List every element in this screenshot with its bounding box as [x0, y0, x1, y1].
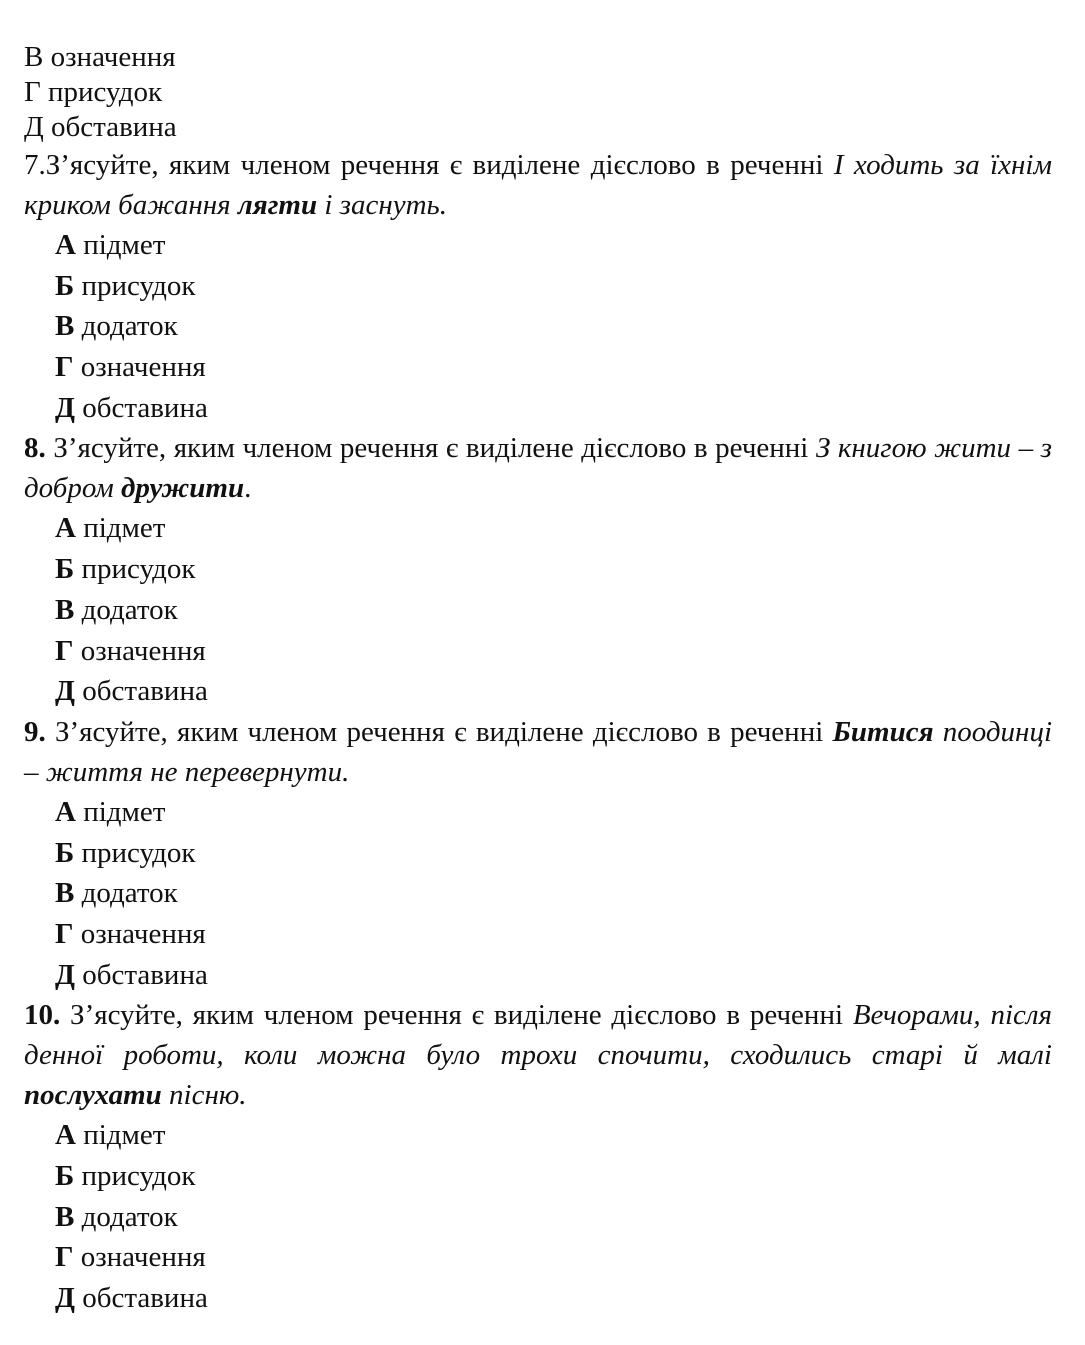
option-letter: Д	[55, 675, 75, 708]
option-v[interactable]	[55, 590, 1052, 631]
option-letter: Д	[55, 958, 75, 991]
option-text: додаток	[81, 877, 178, 910]
question-prompt: З’ясуйте, яким членом речення є виділене дієслово в реченні	[45, 432, 816, 465]
option-letter: Б	[55, 553, 75, 586]
option-g[interactable]	[55, 1237, 1052, 1278]
answer-options-8	[55, 508, 1052, 711]
option-text: означення	[50, 41, 176, 73]
option-a[interactable]	[55, 508, 1052, 549]
option-text: додаток	[81, 310, 178, 343]
option-text: підмет	[83, 512, 166, 545]
option-text: присудок	[48, 76, 163, 108]
option-letter: В	[24, 41, 44, 73]
option-letter: Д	[55, 391, 75, 424]
option-letter: Г	[55, 634, 74, 667]
option-d[interactable]	[55, 671, 1052, 712]
option-letter: Г	[24, 76, 41, 108]
option-text: обставина	[82, 391, 208, 424]
option-text: додаток	[81, 593, 178, 626]
option-letter: В	[55, 593, 75, 626]
option-letter: Г	[55, 917, 74, 950]
example-sentence-start: З книгою жити – з добром	[24, 432, 1052, 505]
option-letter: В	[55, 877, 75, 910]
option-d[interactable]	[55, 1278, 1052, 1319]
example-sentence-end: пісню.	[161, 1079, 247, 1112]
example-sentence-end: і заснуть	[317, 189, 440, 221]
highlighted-verb: лягти	[237, 189, 318, 221]
highlighted-verb: послухати	[24, 1079, 162, 1112]
option-g[interactable]	[55, 347, 1052, 388]
option-text: присудок	[81, 553, 196, 586]
option-letter: В	[55, 310, 75, 343]
option-b[interactable]	[55, 549, 1052, 590]
option-letter: А	[55, 795, 76, 828]
question-prompt: З’ясуйте, яким членом речення є виділене дієслово в реченні	[45, 149, 834, 181]
option-b[interactable]	[55, 266, 1052, 307]
prev-option-d	[24, 110, 1052, 145]
option-letter: Б	[55, 836, 75, 869]
option-text: підмет	[83, 1119, 166, 1152]
example-sentence-end: поодинці – життя не перевернути.	[24, 715, 1052, 788]
option-v[interactable]	[55, 873, 1052, 914]
question-end-mark: .	[439, 189, 447, 221]
example-sentence-start: І ходить за їхнім криком бажання	[24, 149, 1052, 221]
option-text: підмет	[83, 229, 166, 261]
option-text: означення	[80, 917, 206, 950]
question-end-mark: .	[244, 472, 252, 505]
option-b[interactable]	[55, 1156, 1052, 1197]
question-number: 7.	[24, 149, 46, 181]
question-10	[24, 995, 1052, 1115]
option-text: присудок	[81, 1160, 196, 1192]
option-a[interactable]	[55, 225, 1052, 266]
highlighted-verb: дружити	[121, 472, 245, 505]
option-text: обставина	[51, 111, 177, 143]
question-prompt: З’ясуйте, яким членом речення є виділене дієслово в реченні	[60, 999, 853, 1032]
option-letter: В	[55, 1200, 75, 1233]
option-text: означення	[80, 634, 206, 667]
answer-options-7	[55, 225, 1052, 428]
option-g[interactable]	[55, 631, 1052, 672]
option-text: означення	[80, 351, 206, 384]
option-letter: Д	[24, 111, 44, 143]
example-sentence-start: Вечорами, після денної роботи, коли можна було трохи спочити, сходились старі й малі	[24, 999, 1052, 1072]
option-letter: Б	[55, 269, 75, 302]
option-text: обставина	[82, 1282, 208, 1315]
question-7	[24, 145, 1052, 225]
question-number: 8.	[24, 432, 46, 465]
question-prompt: З’ясуйте, яким членом речення є виділене дієслово в реченні	[45, 715, 833, 748]
option-v[interactable]	[55, 306, 1052, 347]
question-number: 9.	[24, 715, 46, 748]
question-9	[24, 712, 1052, 792]
prev-option-v	[24, 40, 1052, 75]
answer-options-9	[55, 792, 1052, 995]
option-text: обставина	[82, 675, 208, 708]
option-text: означення	[80, 1241, 206, 1274]
option-text: обставина	[82, 958, 208, 991]
option-a[interactable]	[55, 792, 1052, 833]
option-d[interactable]	[55, 388, 1052, 429]
option-text: додаток	[81, 1200, 178, 1233]
document-page	[24, 40, 1052, 1319]
option-letter: Г	[55, 351, 74, 384]
option-letter: А	[55, 1119, 76, 1152]
option-letter: А	[55, 512, 76, 545]
option-letter: Д	[55, 1282, 75, 1315]
option-letter: Б	[55, 1160, 75, 1192]
option-text: присудок	[81, 269, 196, 302]
option-letter: Г	[55, 1241, 74, 1274]
option-d[interactable]	[55, 955, 1052, 996]
highlighted-verb: Битися	[832, 715, 934, 748]
option-text: присудок	[81, 836, 196, 869]
answer-options-10	[55, 1115, 1052, 1318]
question-8	[24, 428, 1052, 508]
prev-option-g	[24, 75, 1052, 110]
option-b[interactable]	[55, 833, 1052, 874]
option-text: підмет	[83, 795, 166, 828]
question-number: 10.	[24, 999, 61, 1032]
option-g[interactable]	[55, 914, 1052, 955]
option-a[interactable]	[55, 1115, 1052, 1156]
option-letter: А	[55, 229, 76, 261]
option-v[interactable]	[55, 1197, 1052, 1238]
